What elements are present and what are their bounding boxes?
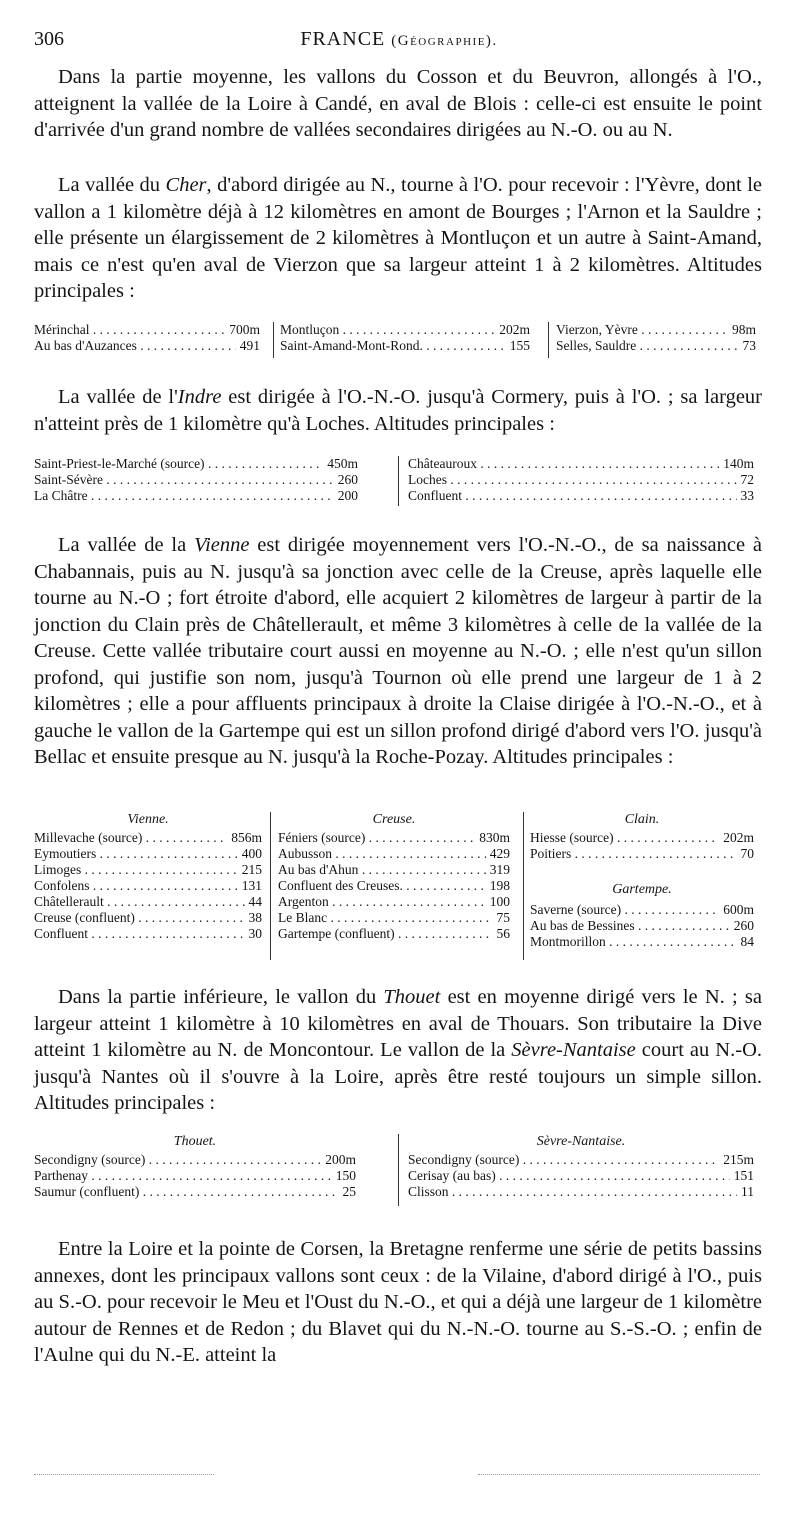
altitude-value: 215m bbox=[719, 1152, 754, 1168]
place-name: Creuse (confluent) . . . bbox=[34, 910, 245, 926]
river-name: Sèvre-Nantaise bbox=[511, 1039, 636, 1061]
place-name: Au bas de Bessines . . . bbox=[530, 918, 730, 934]
paragraph-text: Dans la partie inférieure, le vallon du bbox=[58, 986, 384, 1008]
table-rows bbox=[34, 830, 262, 942]
place-name: Mérinchal . . . bbox=[34, 322, 225, 338]
table-row bbox=[34, 846, 262, 862]
table-column-sevre bbox=[408, 1134, 754, 1200]
running-header bbox=[34, 28, 764, 58]
table-row bbox=[34, 338, 260, 354]
column-header-clain: Clain. bbox=[624, 812, 660, 827]
altitude-value: 56 bbox=[493, 926, 511, 942]
paragraph-cher bbox=[34, 172, 762, 305]
altitude-value: 25 bbox=[339, 1184, 357, 1200]
place-name: Au bas d'Ahun . . . bbox=[278, 862, 486, 878]
table-row bbox=[34, 472, 358, 488]
place-name: Clisson . . . bbox=[408, 1184, 737, 1200]
footer-rule bbox=[478, 1474, 760, 1475]
table-row bbox=[278, 830, 510, 846]
table-row bbox=[280, 338, 530, 354]
altitude-value: 400 bbox=[238, 846, 262, 862]
column-header-creuse: Creuse. bbox=[372, 812, 416, 827]
table-row bbox=[556, 322, 756, 338]
altitude-value: 100 bbox=[486, 894, 510, 910]
altitude-table-vienne bbox=[34, 812, 764, 962]
table-row bbox=[278, 862, 510, 878]
place-name: Limoges . . . bbox=[34, 862, 238, 878]
table-column bbox=[408, 456, 754, 504]
altitude-value: 30 bbox=[245, 926, 263, 942]
table-row bbox=[34, 1184, 356, 1200]
paragraph-text: est dirigée moyennement vers l'O.-N.-O., de sa naissance à Chabannais, puis au N. jusqu'à sa jonction avec celle de la Creuse, après laquelle elle tourne au N.-O ; fort étroite d'abord, elle acquiert 2 kilomètres de largeur à partir de la jonction du Clain près de Châtellerault, et même 3 kilomètres à celle de la vallée de la Creuse. Cette vallée tributaire court aussi en moyenne au N.-O. ; elle n'est qu'un sillon profond, qui justifie son nom, jusqu'à Tournon où elle prend une largeur de 1 à 2 kilomètres ; elle a pour affluents principaux à droite la Claise dirigée à l'O.-N.-O., et à gauche le vallon de la Gartempe qui est un sillon profond dirigé d'abord vers l'O. jusqu'à Bellac et ensuite presque au N. jusqu'à la Roche-Pozay. Altitudes principales : bbox=[34, 534, 762, 768]
place-name: Châtellerault . . . bbox=[34, 894, 245, 910]
paragraph-text: court au N.-O. jusqu'à Nantes où il s'ouvre à la Loire, après être resté toujours un simple sillon. Altitudes principales : bbox=[34, 1039, 762, 1114]
altitude-value: 700m bbox=[225, 322, 260, 338]
altitude-value: 33 bbox=[737, 488, 755, 504]
table-row bbox=[34, 878, 262, 894]
table-column-clain bbox=[530, 812, 754, 950]
table-row bbox=[280, 322, 530, 338]
table-row bbox=[34, 1168, 356, 1184]
table-row bbox=[34, 926, 262, 942]
table-column bbox=[34, 322, 260, 354]
altitude-value: 491 bbox=[236, 338, 260, 354]
column-divider bbox=[270, 812, 271, 960]
place-name: Confluent des Creuses. . . . bbox=[278, 878, 486, 894]
altitude-value: 600m bbox=[719, 902, 754, 918]
altitude-value: 70 bbox=[737, 846, 755, 862]
table-row bbox=[34, 322, 260, 338]
table-row bbox=[34, 456, 358, 472]
altitude-value: 198 bbox=[486, 878, 510, 894]
place-name: Hiesse (source) . . . bbox=[530, 830, 719, 846]
table-row bbox=[34, 488, 358, 504]
place-name: Au bas d'Auzances . . . bbox=[34, 338, 236, 354]
paragraph-loire-moyenne: Dans la partie moyenne, les vallons du Cosson et du Beuvron, allongés à l'O., atteignent la vallée de la Loire à Candé, en aval de Blois : celle-ci est ensuite le point d'arrivée d'un grand nombre de vallées secondaires dirigées au N.-O. ou au N. bbox=[34, 66, 762, 141]
river-name: Thouet bbox=[383, 986, 441, 1008]
altitude-value: 98m bbox=[728, 322, 756, 338]
table-row bbox=[408, 1168, 754, 1184]
altitude-value: 84 bbox=[737, 934, 755, 950]
place-name: Le Blanc . . . bbox=[278, 910, 493, 926]
place-name: Saverne (source) . . . bbox=[530, 902, 719, 918]
place-name: Saint-Sévère . . . bbox=[34, 472, 334, 488]
table-row bbox=[278, 894, 510, 910]
table-column bbox=[34, 456, 358, 504]
place-name: Millevache (source) . . . bbox=[34, 830, 227, 846]
footer-rule bbox=[34, 1474, 214, 1475]
table-row bbox=[34, 910, 262, 926]
paragraph-vienne bbox=[34, 532, 762, 771]
altitude-table-cher bbox=[34, 322, 764, 362]
table-column-creuse bbox=[278, 812, 510, 942]
table-rows bbox=[278, 830, 510, 942]
table-column bbox=[280, 322, 530, 354]
table-row bbox=[278, 910, 510, 926]
column-header-thouet: Thouet. bbox=[173, 1134, 217, 1149]
altitude-table-thouet bbox=[34, 1134, 764, 1210]
paragraph-thouet-sevre bbox=[34, 984, 762, 1117]
place-name: Saint-Amand-Mont-Rond. . . . bbox=[280, 338, 506, 354]
column-header-sevre: Sèvre-Nantaise. bbox=[536, 1134, 626, 1149]
altitude-value: 429 bbox=[486, 846, 510, 862]
place-name: Parthenay . . . bbox=[34, 1168, 332, 1184]
altitude-value: 11 bbox=[737, 1184, 754, 1200]
table-row bbox=[556, 338, 756, 354]
table-row bbox=[408, 488, 754, 504]
column-divider bbox=[548, 322, 549, 358]
paragraph-text: La vallée du bbox=[58, 174, 166, 196]
table-row bbox=[34, 830, 262, 846]
table-column-thouet bbox=[34, 1134, 356, 1200]
altitude-value: 200m bbox=[321, 1152, 356, 1168]
altitude-value: 131 bbox=[238, 878, 262, 894]
place-name: Selles, Sauldre . . . bbox=[556, 338, 739, 354]
column-header-vienne: Vienne. bbox=[127, 812, 169, 827]
table-row bbox=[408, 1152, 754, 1168]
table-rows bbox=[530, 902, 754, 950]
table-row bbox=[530, 830, 754, 846]
table-row bbox=[278, 846, 510, 862]
place-name: La Châtre . . . bbox=[34, 488, 334, 504]
paragraph-text: La vallée de la bbox=[58, 534, 195, 556]
altitude-value: 140m bbox=[719, 456, 754, 472]
column-divider bbox=[398, 456, 399, 506]
place-name: Loches . . . bbox=[408, 472, 737, 488]
paragraph-indre bbox=[34, 384, 762, 437]
altitude-value: 155 bbox=[506, 338, 530, 354]
altitude-value: 215 bbox=[238, 862, 262, 878]
column-divider bbox=[523, 812, 524, 960]
altitude-value: 150 bbox=[332, 1168, 356, 1184]
place-name: Féniers (source) . . . bbox=[278, 830, 475, 846]
altitude-value: 856m bbox=[227, 830, 262, 846]
altitude-value: 38 bbox=[245, 910, 263, 926]
place-name: Confolens . . . bbox=[34, 878, 238, 894]
river-name: Vienne bbox=[194, 534, 250, 556]
running-title-main: FRANCE bbox=[300, 28, 386, 50]
place-name: Saint-Priest-le-Marché (source) . . . bbox=[34, 456, 323, 472]
paragraph-text: est dirigée à l'O.-N.-O. jusqu'à Cormery, puis à l'O. ; sa largeur n'atteint près de 1 kilomètre qu'à Loches. Altitudes principales : bbox=[34, 386, 762, 435]
table-column-vienne bbox=[34, 812, 262, 942]
altitude-value: 830m bbox=[475, 830, 510, 846]
column-divider bbox=[273, 322, 274, 358]
altitude-value: 260 bbox=[334, 472, 358, 488]
altitude-value: 44 bbox=[245, 894, 263, 910]
table-row bbox=[34, 894, 262, 910]
paragraph-text: La vallée de l' bbox=[58, 386, 178, 408]
table-row bbox=[278, 926, 510, 942]
running-title bbox=[34, 28, 764, 51]
place-name: Poitiers . . . bbox=[530, 846, 737, 862]
paragraph-text: est en moyenne dirigé vers le N. ; sa largeur atteint 1 kilomètre à 10 kilomètres en aval de Thouars. Son tributaire la Dive atteint 1 kilomètre au N. de Moncontour. Le vallon de la bbox=[34, 986, 762, 1061]
place-name: Châteauroux . . . bbox=[408, 456, 719, 472]
place-name: Montluçon . . . bbox=[280, 322, 495, 338]
paragraph-text: , d'abord dirigée au N., tourne à l'O. pour recevoir : l'Yèvre, dont le vallon a 1 kilomètre déjà à 12 kilomètres en amont de Bourges ; l'Arnon et la Sauldre ; elle présente un élargissement de 2 kilomètres à Montluçon et un autre à Saint-Amand, mais ce n'est qu'en aval de Vierzon que sa largeur atteint 1 à 2 kilomètres. Altitudes principales : bbox=[34, 174, 762, 302]
table-row bbox=[408, 456, 754, 472]
river-name: Cher bbox=[165, 174, 207, 196]
table-rows bbox=[34, 1152, 356, 1200]
altitude-value: 73 bbox=[739, 338, 757, 354]
altitude-value: 202m bbox=[719, 830, 754, 846]
column-divider bbox=[398, 1134, 399, 1206]
place-name: Argenton . . . bbox=[278, 894, 486, 910]
place-name: Saumur (confluent) . . . bbox=[34, 1184, 339, 1200]
column-header-gartempe: Gartempe. bbox=[612, 882, 672, 897]
place-name: Aubusson . . . bbox=[278, 846, 486, 862]
table-row bbox=[530, 902, 754, 918]
running-title-sub: (Géographie). bbox=[391, 33, 498, 49]
page-number: 306 bbox=[34, 28, 64, 50]
table-row bbox=[530, 918, 754, 934]
place-name: Secondigny (source) . . . bbox=[34, 1152, 321, 1168]
place-name: Vierzon, Yèvre . . . bbox=[556, 322, 728, 338]
altitude-table-indre bbox=[34, 456, 764, 508]
table-row bbox=[34, 862, 262, 878]
altitude-value: 450m bbox=[323, 456, 358, 472]
place-name: Confluent . . . bbox=[34, 926, 245, 942]
altitude-value: 200 bbox=[334, 488, 358, 504]
table-column bbox=[556, 322, 756, 354]
place-name: Secondigny (source) . . . bbox=[408, 1152, 719, 1168]
table-row bbox=[34, 1152, 356, 1168]
place-name: Montmorillon . . . bbox=[530, 934, 737, 950]
altitude-value: 202m bbox=[495, 322, 530, 338]
place-name: Eymoutiers . . . bbox=[34, 846, 238, 862]
place-name: Confluent . . . bbox=[408, 488, 737, 504]
place-name: Gartempe (confluent) . . . bbox=[278, 926, 493, 942]
table-row bbox=[530, 846, 754, 862]
table-row bbox=[408, 472, 754, 488]
table-rows bbox=[408, 1152, 754, 1200]
altitude-value: 319 bbox=[486, 862, 510, 878]
river-name: Indre bbox=[177, 386, 222, 408]
altitude-value: 75 bbox=[493, 910, 511, 926]
table-rows bbox=[530, 830, 754, 862]
table-row bbox=[408, 1184, 754, 1200]
table-row bbox=[530, 934, 754, 950]
place-name: Cerisay (au bas) . . . bbox=[408, 1168, 730, 1184]
paragraph-bretagne: Entre la Loire et la pointe de Corsen, la Bretagne renferme une série de petits bassins annexes, dont les principaux vallons sont ceux : de la Vilaine, d'abord dirigé à l'O., puis au S.-O. pour recevoir le Meu et l'Oust du N.-O., et qui a déjà une largeur de 1 kilomètre autour de Rennes et de Redon ; du Blavet qui du N.-N.-O. tourne au S.-S.-O. ; enfin de l'Aulne qui du N.-E. atteint la bbox=[34, 1238, 762, 1366]
altitude-value: 72 bbox=[737, 472, 755, 488]
altitude-value: 260 bbox=[730, 918, 754, 934]
table-row bbox=[278, 878, 510, 894]
altitude-value: 151 bbox=[730, 1168, 754, 1184]
